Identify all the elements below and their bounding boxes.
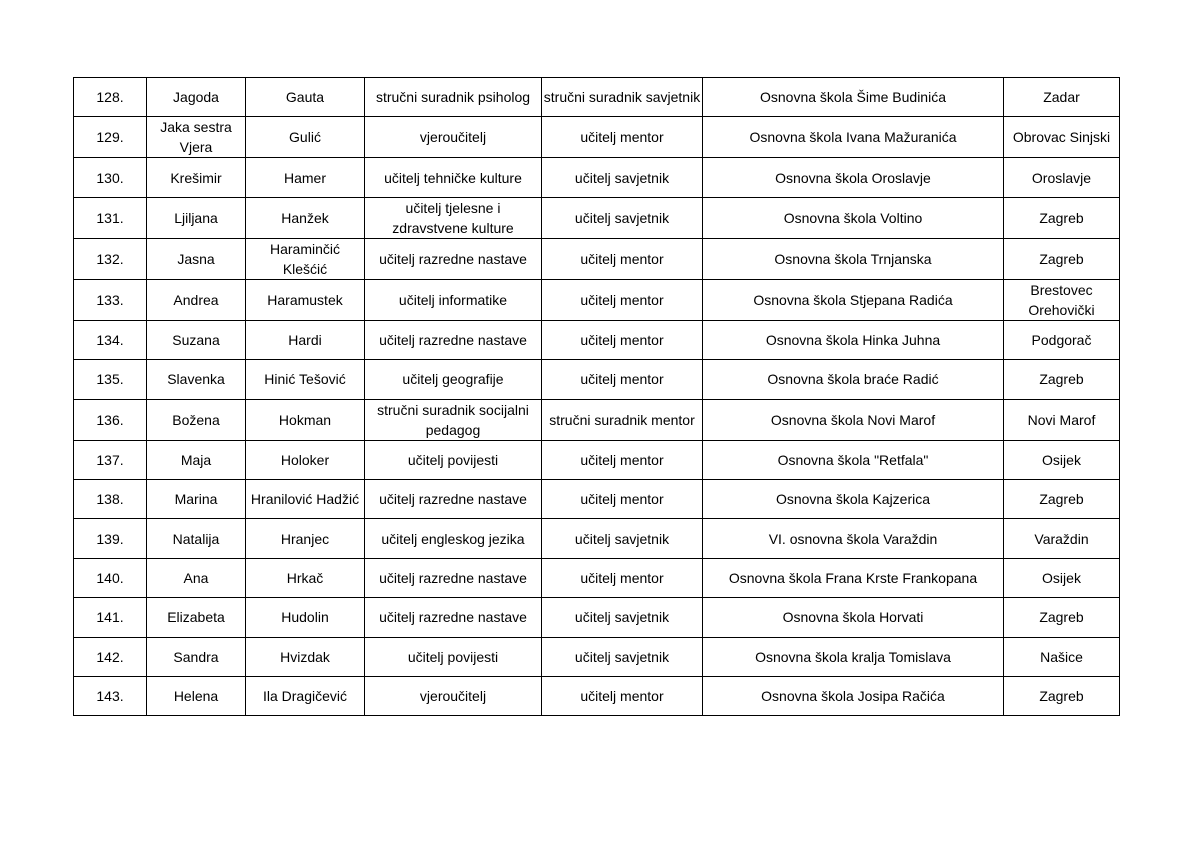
role-cell: učitelj povijesti [365, 637, 542, 676]
row-number-cell: 131. [74, 197, 147, 238]
first-name-cell: Elizabeta [147, 598, 246, 637]
first-name-cell: Natalija [147, 519, 246, 558]
row-number-cell: 132. [74, 238, 147, 279]
table-body [74, 78, 1120, 716]
role-cell: učitelj razredne nastave [365, 598, 542, 637]
last-name-cell: Hrkač [246, 558, 365, 597]
role-cell: učitelj razredne nastave [365, 479, 542, 518]
school-cell: Osnovna škola Josipa Račića [703, 676, 1004, 715]
city-cell: Zagreb [1004, 479, 1120, 518]
title-cell: učitelj mentor [542, 558, 703, 597]
school-cell: Osnovna škola Oroslavje [703, 158, 1004, 197]
title-cell: učitelj mentor [542, 117, 703, 158]
city-cell: Zagreb [1004, 360, 1120, 399]
first-name-cell: Maja [147, 440, 246, 479]
city-cell: Zadar [1004, 78, 1120, 117]
role-cell: učitelj tehničke kulture [365, 158, 542, 197]
table-row [74, 399, 1120, 440]
school-cell: Osnovna škola Ivana Mažuranića [703, 117, 1004, 158]
role-cell: vjeroučitelj [365, 117, 542, 158]
last-name-cell: Hranilović Hadžić [246, 479, 365, 518]
last-name-cell: Gulić [246, 117, 365, 158]
role-cell: učitelj informatike [365, 279, 542, 320]
row-number-cell: 130. [74, 158, 147, 197]
school-cell: Osnovna škola braće Radić [703, 360, 1004, 399]
role-cell: učitelj razredne nastave [365, 320, 542, 359]
table-row [74, 78, 1120, 117]
school-cell: Osnovna škola Šime Budinića [703, 78, 1004, 117]
row-number-cell: 137. [74, 440, 147, 479]
table-row [74, 158, 1120, 197]
city-cell: Osijek [1004, 440, 1120, 479]
row-number-cell: 142. [74, 637, 147, 676]
row-number-cell: 136. [74, 399, 147, 440]
table-row [74, 197, 1120, 238]
last-name-cell: Hranjec [246, 519, 365, 558]
title-cell: učitelj mentor [542, 479, 703, 518]
row-number-cell: 143. [74, 676, 147, 715]
school-cell: Osnovna škola Trnjanska [703, 238, 1004, 279]
role-cell: učitelj engleskog jezika [365, 519, 542, 558]
city-cell: Brestovec Orehovički [1004, 279, 1120, 320]
title-cell: učitelj mentor [542, 440, 703, 479]
first-name-cell: Jasna [147, 238, 246, 279]
role-cell: stručni suradnik psiholog [365, 78, 542, 117]
last-name-cell: Hanžek [246, 197, 365, 238]
city-cell: Zagreb [1004, 598, 1120, 637]
first-name-cell: Krešimir [147, 158, 246, 197]
table-row [74, 279, 1120, 320]
title-cell: učitelj mentor [542, 238, 703, 279]
row-number-cell: 141. [74, 598, 147, 637]
city-cell: Našice [1004, 637, 1120, 676]
title-cell: stručni suradnik savjetnik [542, 78, 703, 117]
title-cell: stručni suradnik mentor [542, 399, 703, 440]
title-cell: učitelj savjetnik [542, 197, 703, 238]
table-row [74, 238, 1120, 279]
table-row [74, 598, 1120, 637]
row-number-cell: 138. [74, 479, 147, 518]
role-cell: učitelj razredne nastave [365, 558, 542, 597]
first-name-cell: Ana [147, 558, 246, 597]
school-cell: Osnovna škola Novi Marof [703, 399, 1004, 440]
role-cell: stručni suradnik socijalni pedagog [365, 399, 542, 440]
table-row [74, 637, 1120, 676]
table-row [74, 320, 1120, 359]
table-row [74, 519, 1120, 558]
role-cell: učitelj geografije [365, 360, 542, 399]
last-name-cell: Hardi [246, 320, 365, 359]
school-cell: Osnovna škola Voltino [703, 197, 1004, 238]
role-cell: učitelj tjelesne i zdravstvene kulture [365, 197, 542, 238]
last-name-cell: Hamer [246, 158, 365, 197]
first-name-cell: Slavenka [147, 360, 246, 399]
table-row [74, 117, 1120, 158]
title-cell: učitelj savjetnik [542, 637, 703, 676]
city-cell: Zagreb [1004, 197, 1120, 238]
city-cell: Oroslavje [1004, 158, 1120, 197]
last-name-cell: Hinić Tešović [246, 360, 365, 399]
last-name-cell: Gauta [246, 78, 365, 117]
school-cell: Osnovna škola Hinka Juhna [703, 320, 1004, 359]
title-cell: učitelj mentor [542, 676, 703, 715]
last-name-cell: Hudolin [246, 598, 365, 637]
city-cell: Novi Marof [1004, 399, 1120, 440]
title-cell: učitelj mentor [542, 360, 703, 399]
row-number-cell: 140. [74, 558, 147, 597]
title-cell: učitelj mentor [542, 320, 703, 359]
first-name-cell: Ljiljana [147, 197, 246, 238]
school-cell: Osnovna škola Kajzerica [703, 479, 1004, 518]
teachers-table [73, 77, 1120, 716]
school-cell: VI. osnovna škola Varaždin [703, 519, 1004, 558]
last-name-cell: Holoker [246, 440, 365, 479]
school-cell: Osnovna škola Horvati [703, 598, 1004, 637]
school-cell: Osnovna škola "Retfala" [703, 440, 1004, 479]
last-name-cell: Haramustek [246, 279, 365, 320]
first-name-cell: Sandra [147, 637, 246, 676]
table-row [74, 479, 1120, 518]
first-name-cell: Helena [147, 676, 246, 715]
school-cell: Osnovna škola Frana Krste Frankopana [703, 558, 1004, 597]
city-cell: Obrovac Sinjski [1004, 117, 1120, 158]
table-row [74, 558, 1120, 597]
row-number-cell: 134. [74, 320, 147, 359]
city-cell: Varaždin [1004, 519, 1120, 558]
school-cell: Osnovna škola kralja Tomislava [703, 637, 1004, 676]
last-name-cell: Ila Dragičević [246, 676, 365, 715]
first-name-cell: Suzana [147, 320, 246, 359]
last-name-cell: Hvizdak [246, 637, 365, 676]
table-row [74, 360, 1120, 399]
role-cell: vjeroučitelj [365, 676, 542, 715]
last-name-cell: Hokman [246, 399, 365, 440]
first-name-cell: Andrea [147, 279, 246, 320]
role-cell: učitelj razredne nastave [365, 238, 542, 279]
title-cell: učitelj savjetnik [542, 519, 703, 558]
title-cell: učitelj mentor [542, 279, 703, 320]
table-row [74, 676, 1120, 715]
first-name-cell: Božena [147, 399, 246, 440]
title-cell: učitelj savjetnik [542, 158, 703, 197]
first-name-cell: Marina [147, 479, 246, 518]
last-name-cell: Haraminčić Klešćić [246, 238, 365, 279]
row-number-cell: 129. [74, 117, 147, 158]
table-row [74, 440, 1120, 479]
city-cell: Zagreb [1004, 238, 1120, 279]
city-cell: Zagreb [1004, 676, 1120, 715]
row-number-cell: 128. [74, 78, 147, 117]
title-cell: učitelj savjetnik [542, 598, 703, 637]
city-cell: Osijek [1004, 558, 1120, 597]
row-number-cell: 139. [74, 519, 147, 558]
row-number-cell: 135. [74, 360, 147, 399]
role-cell: učitelj povijesti [365, 440, 542, 479]
first-name-cell: Jaka sestra Vjera [147, 117, 246, 158]
row-number-cell: 133. [74, 279, 147, 320]
city-cell: Podgorač [1004, 320, 1120, 359]
first-name-cell: Jagoda [147, 78, 246, 117]
school-cell: Osnovna škola Stjepana Radića [703, 279, 1004, 320]
